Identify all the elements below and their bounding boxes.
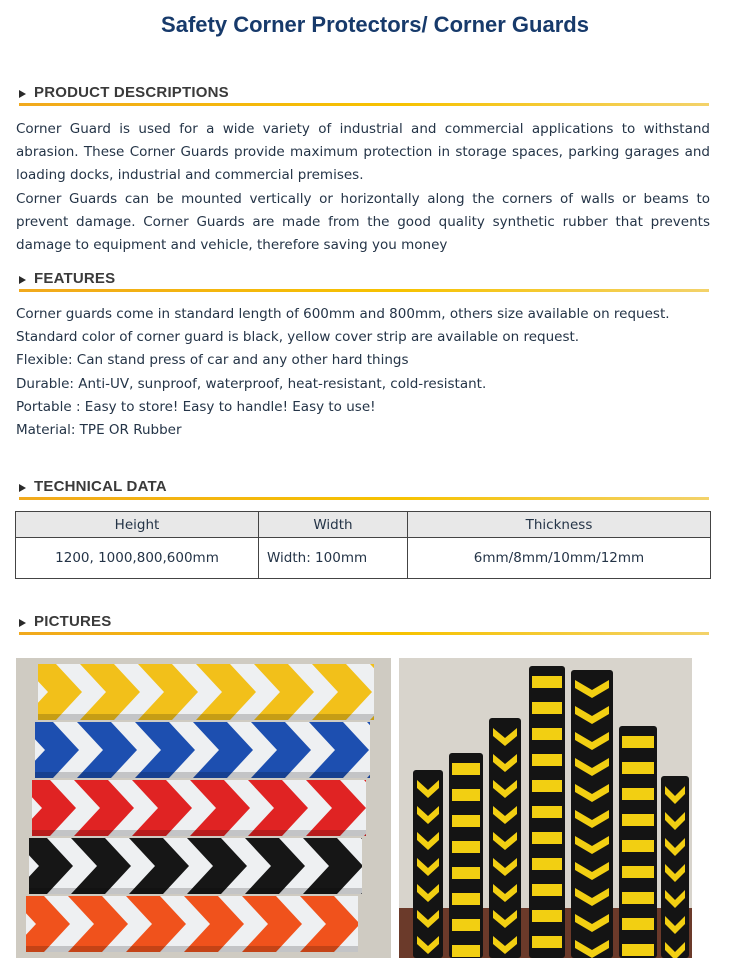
section-divider: [19, 497, 709, 500]
feature-item: Standard color of corner guard is black, yellow cover strip are available on request.: [16, 329, 580, 346]
table-header-row: [16, 512, 711, 538]
section-header-technical-data: [19, 478, 709, 500]
section-divider: [19, 103, 709, 106]
feature-item: Material: TPE OR Rubber: [16, 422, 182, 439]
feature-item: Durable: Anti-UV, sunproof, waterproof, heat-resistant, cold-resistant.: [16, 375, 487, 392]
column-header-thickness: Thickness: [408, 512, 711, 538]
column-header-height: Height: [16, 512, 259, 538]
description-paragraph: Corner Guards can be mounted vertically or horizontally along the corners of walls or beams to prevent damage. Corner Guards are made from the good quality synthetic rubber that prevents damage to equipment and vehicle, therefore saving you money: [16, 190, 710, 254]
triangle-bullet-icon: [19, 619, 26, 627]
page-title: Safety Corner Protectors/ Corner Guards: [161, 12, 589, 37]
section-header-pictures: [19, 613, 709, 635]
technical-data-table: [15, 511, 711, 579]
triangle-bullet-icon: [19, 276, 26, 284]
section-heading: PRODUCT DESCRIPTIONS: [34, 84, 229, 101]
guard-band: [16, 722, 391, 778]
guard-band: [16, 664, 391, 720]
section-divider: [19, 289, 709, 292]
chevron-stripe-guards-image: [16, 658, 391, 958]
photo-upright-corner-guards: [399, 658, 692, 958]
table-cell-height: 1200, 1000,800,600mm: [16, 538, 259, 579]
section-header-features: [19, 270, 709, 292]
upright-guard: [571, 670, 613, 958]
triangle-bullet-icon: [19, 484, 26, 492]
upright-rubber-guards-image: [399, 658, 692, 958]
section-heading: TECHNICAL DATA: [34, 478, 167, 495]
column-header-width: Width: [259, 512, 408, 538]
upright-guard: [661, 776, 689, 958]
upright-guard: [489, 718, 521, 958]
section-heading: PICTURES: [34, 613, 112, 630]
feature-item: Corner guards come in standard length of 600mm and 800mm, others size available on request.: [16, 306, 670, 322]
table-cell-thickness: 6mm/8mm/10mm/12mm: [408, 538, 711, 579]
upright-guard: [449, 753, 483, 958]
table-row: [16, 538, 711, 579]
guard-band: [16, 896, 391, 952]
guard-band: [16, 780, 391, 836]
triangle-bullet-icon: [19, 90, 26, 98]
features-list: [16, 303, 710, 442]
product-description-text: [16, 118, 710, 257]
description-paragraph: Corner Guard is used for a wide variety of industrial and commercial applications to withstand abrasion. These Corner Guards provide maximum protection in storage spaces, parking garages and loading docks, industrial and commercial premises.: [16, 121, 710, 184]
table-cell-width: Width: 100mm: [259, 538, 408, 579]
feature-item: Flexible: Can stand press of car and any other hard things: [16, 352, 409, 369]
guard-band: [16, 838, 391, 894]
section-header-product-descriptions: [19, 84, 709, 106]
upright-guard: [619, 726, 657, 958]
upright-guard: [413, 770, 443, 958]
section-divider: [19, 632, 709, 635]
section-heading: FEATURES: [34, 270, 116, 287]
photo-horizontal-corner-guards: [16, 658, 391, 958]
feature-item: Portable : Easy to store! Easy to handle! Easy to use!: [16, 398, 376, 415]
upright-guard: [529, 666, 565, 958]
